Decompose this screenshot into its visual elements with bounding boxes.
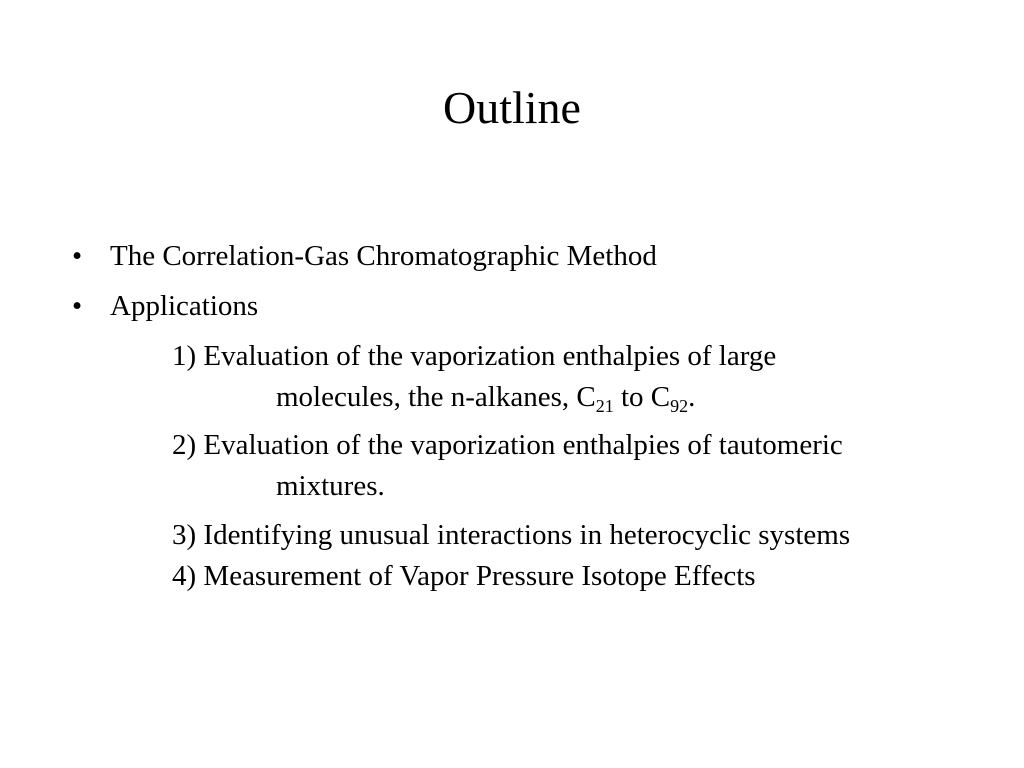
application-line: 2) Evaluation of the vaporization enthalpies of tautomeric — [172, 429, 843, 461]
application-line: 3) Identifying unusual interactions in heterocyclic systems — [172, 519, 851, 551]
bullet-dot: • — [72, 290, 83, 322]
bullet-text: The Correlation-Gas Chromatographic Method — [110, 240, 657, 272]
bullet-dot: • — [72, 240, 83, 272]
subscript-21: 21 — [595, 396, 614, 416]
application-item-1 — [172, 336, 776, 418]
application-line: 1) Evaluation of the vaporization enthalpies of large — [172, 340, 777, 372]
application-text: to C — [613, 381, 671, 413]
slide-title: Outline — [443, 82, 581, 133]
application-continuation: mixtures. — [276, 470, 385, 502]
application-item-4 — [172, 556, 756, 597]
application-text: molecules, the n-alkanes, C — [276, 381, 596, 413]
application-item-3 — [172, 515, 850, 556]
application-item-2 — [172, 425, 843, 507]
application-continuation — [172, 377, 776, 418]
application-text: . — [688, 381, 696, 413]
subscript-92: 92 — [670, 396, 689, 416]
bullet-text: Applications — [110, 290, 259, 322]
application-line: 4) Measurement of Vapor Pressure Isotope Effects — [172, 560, 756, 592]
